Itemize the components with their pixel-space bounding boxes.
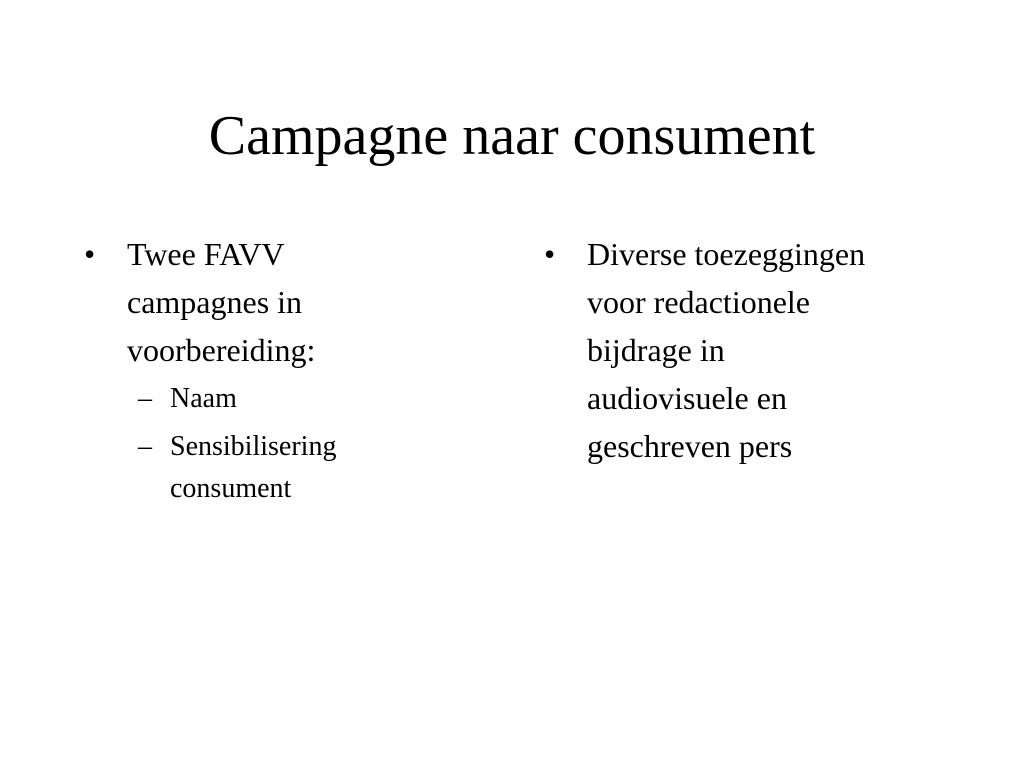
bullet-text-line: audiovisuele en xyxy=(587,380,787,416)
sub-item-text-line: consument xyxy=(170,473,292,504)
bullet-text-line: bijdrage in xyxy=(587,332,725,368)
bullet-marker: • xyxy=(544,236,556,272)
sub-item-sensibilisering xyxy=(84,426,504,510)
bullet-text-line: campagnes in xyxy=(127,284,303,320)
sub-item-naam xyxy=(84,378,504,420)
bullet-item-campaigns xyxy=(84,230,504,374)
bullet-text-line: geschreven pers xyxy=(587,428,793,464)
bullet-item-press xyxy=(544,230,984,470)
right-column xyxy=(544,230,984,470)
bullet-text-line: voorbereiding: xyxy=(127,332,316,368)
bullet-marker: • xyxy=(84,236,96,272)
dash-marker: – xyxy=(138,431,152,462)
bullet-text-line: Diverse toezeggingen xyxy=(587,236,866,272)
sub-item-text-line: Naam xyxy=(170,383,237,414)
dash-marker: – xyxy=(138,383,152,414)
bullet-text-line: Twee FAVV xyxy=(127,236,285,272)
sub-item-text-line: Sensibilisering xyxy=(170,431,337,462)
slide-title: Campagne naar consument xyxy=(208,105,816,167)
bullet-text-line: voor redactionele xyxy=(587,284,810,320)
sub-list xyxy=(84,378,504,510)
left-column xyxy=(84,230,504,516)
